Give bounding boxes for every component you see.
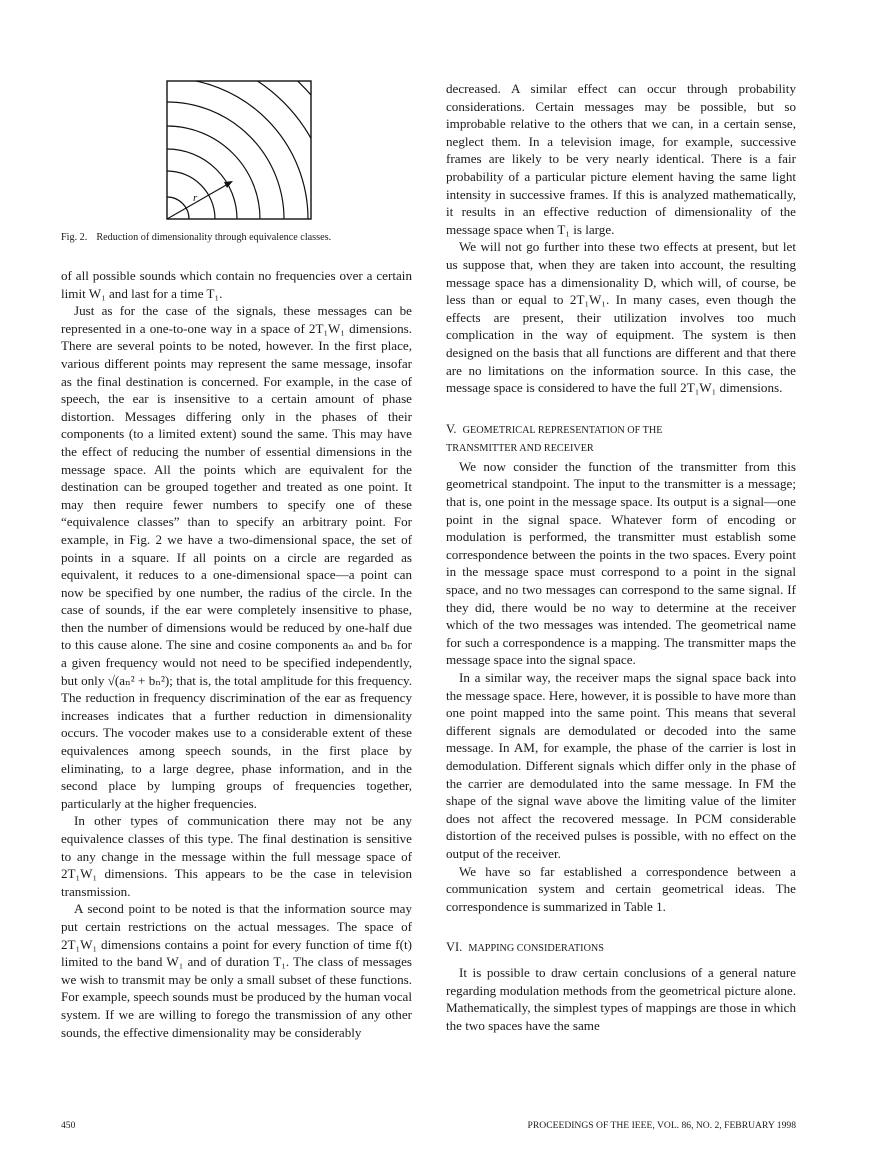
right-paragraph-5: We have so far established a correspondence between a communication system and certain geometrical ideas. The correspondence is summarized in Table 1.	[446, 863, 796, 914]
section-6-title: MAPPING CONSIDERATIONS	[468, 943, 604, 955]
right-paragraph-4: In a similar way, the receiver maps the signal space back into the message space. Here, however, it is possible to have more than one point mapped into the same point. This means that several different signals are demodulated or decoded into the same message. In AM, for example, the phase of the carrier is lost in demodulation. Different signals which differ only in the phase of the carrier are demodulated into the same message. In FM the shape of the signal wave above the limiting value of the limiter does not affect the recovered message. In PCM considerable distortion of the received pulses is possible, with no effect on the output of the receiver.	[446, 670, 796, 861]
left-paragraph-4: A second point to be noted is that the information source may put certain restrictions on the actual messages. The space of 2T₁W₁ dimensions contains a point for every function of time f(t) limited to the band W₁ and of duration T₁. The class of messages we wish to transmit may be only a small subset of these functions. For example, speech sounds must be produced by the human vocal system. If we are willing to forego the transmission of any other sounds, the effective dimensionality may be considerably	[61, 901, 412, 1040]
journal-footer: PROCEEDINGS OF THE IEEE, VOL. 86, NO. 2, FEBRUARY 1998	[527, 1120, 796, 1131]
right-paragraph-3: We now consider the function of the transmitter from this geometrical standpoint. The input to the transmitter is a message; that is, one point in the message space. Its output is a signal—one point in the signal space. Whatever form of encoding or modulation is performed, the transmitter must establish some correspondence between the points in the two spaces. Every point in the message space must correspond to a point in the signal space, and no two messages can correspond to the same signal. If they did, there would be no way to determine at the receiver which of the two messages was intended. The geometrical name for such a correspondence is a mapping. The transmitter maps the message space into the signal space.	[446, 458, 796, 668]
radius-arrowhead	[224, 181, 233, 188]
section-6-heading	[446, 939, 796, 958]
left-paragraph-3: In other types of communication there may not be any equivalence classes of this type. The final destination is sensitive to any change in the message within the full message space of 2T₁W₁ dimensions. This appears to be the case in television transmission.	[61, 813, 412, 899]
page-number: 450	[61, 1120, 76, 1131]
equivalence-classes-figure	[166, 80, 312, 220]
section-5-heading	[446, 421, 796, 458]
radius-label: r	[193, 192, 198, 204]
figure-caption	[61, 231, 412, 244]
caption-text: Reduction of dimensionality through equivalence classes.	[96, 232, 332, 243]
right-paragraph-1: decreased. A similar effect can occur through probability considerations. Certain messages may be possible, but so improbable relative to the others that we can, in a certain sense, neglect them. In a television image, for example, successive frames are likely to be very nearly identical. There is a fair probability of a particular picture element having the same light intensity in successive frames. If this is analyzed mathematically, it results in an effective reduction of dimensionality of the message space when T₁ is large.	[446, 81, 796, 237]
section-5-title-line-1: GEOMETRICAL REPRESENTATION OF THE	[462, 424, 663, 436]
right-column	[446, 80, 796, 1034]
right-paragraph-2: We will not go further into these two effects at present, but let us suppose that, when they are taken into account, the resulting message space has a dimensionality D, which will, of course, be less than or equal to 2T₁W₁. In many cases, even though the effects are present, their utilization involves too much complication in the way of equipment. The system is then designed on the basis that all functions are different and that there are no limitations on the information source. In this case, the message space is considered to have the full 2T₁W₁ dimensions.	[446, 239, 796, 396]
left-paragraph-2: Just as for the case of the signals, these messages can be represented in a one-to-one way in a space of 2T₁W₁ dimensions. There are several points to be noted, however. In the first place, various different points may represent the same message, insofar as the final destination is concerned. For example, in the case of speech, the ear is insensitive to a certain amount of phase distortion. Messages differing only in the phases of their components (to a limited extent) sound the same. This may have the effect of reducing the number of essential dimensions in the message space. All the points which are equivalent for the destination can be grouped together and treated as one point. It may then require fewer numbers to specify one of these “equivalence classes” than to specify an arbitrary point. For example, in Fig. 2 we have a two-dimensional space, the set of points in a square. If all points on a circle are regarded as equivalent, it reduces to a one-dimensional space—a point can now be specified by one number, the radius of the circle. In the case of sounds, if the ear were completely insensitive to phase, then the number of dimensions would be reduced by one-half due to this cause alone. The sine and cosine components aₙ and bₙ for a given frequency would not need to be specified independently, but only √(aₙ² + bₙ²); that is, the total amplitude for this frequency. The reduction in frequency discrimination of the ear as frequency increases indicates that a further reduction in dimensionality occurs. The vocoder makes use to a considerable extent of these equivalences among speech sounds, in the first place by eliminating, to a large degree, phase information, and in the second place by lumping groups of frequencies together, particularly at the higher frequencies.	[61, 303, 412, 811]
left-column	[61, 267, 412, 1041]
section-5-title-line-2: TRANSMITTER AND RECEIVER	[446, 443, 594, 455]
caption-label: Fig. 2.	[61, 232, 88, 243]
right-paragraph-6: It is possible to draw certain conclusions of a general nature regarding modulation methods from the geometrical picture alone. Mathematically, the simplest types of mappings are those in which the two spaces have the same	[446, 964, 796, 1033]
radius-arrow	[167, 184, 228, 219]
left-paragraph-1: of all possible sounds which contain no frequencies over a certain limit W₁ and last for a time T₁.	[61, 268, 412, 301]
section-5-number: V.	[446, 421, 457, 436]
equivalence-circle-6	[166, 80, 308, 220]
section-6-number: VI.	[446, 940, 463, 955]
